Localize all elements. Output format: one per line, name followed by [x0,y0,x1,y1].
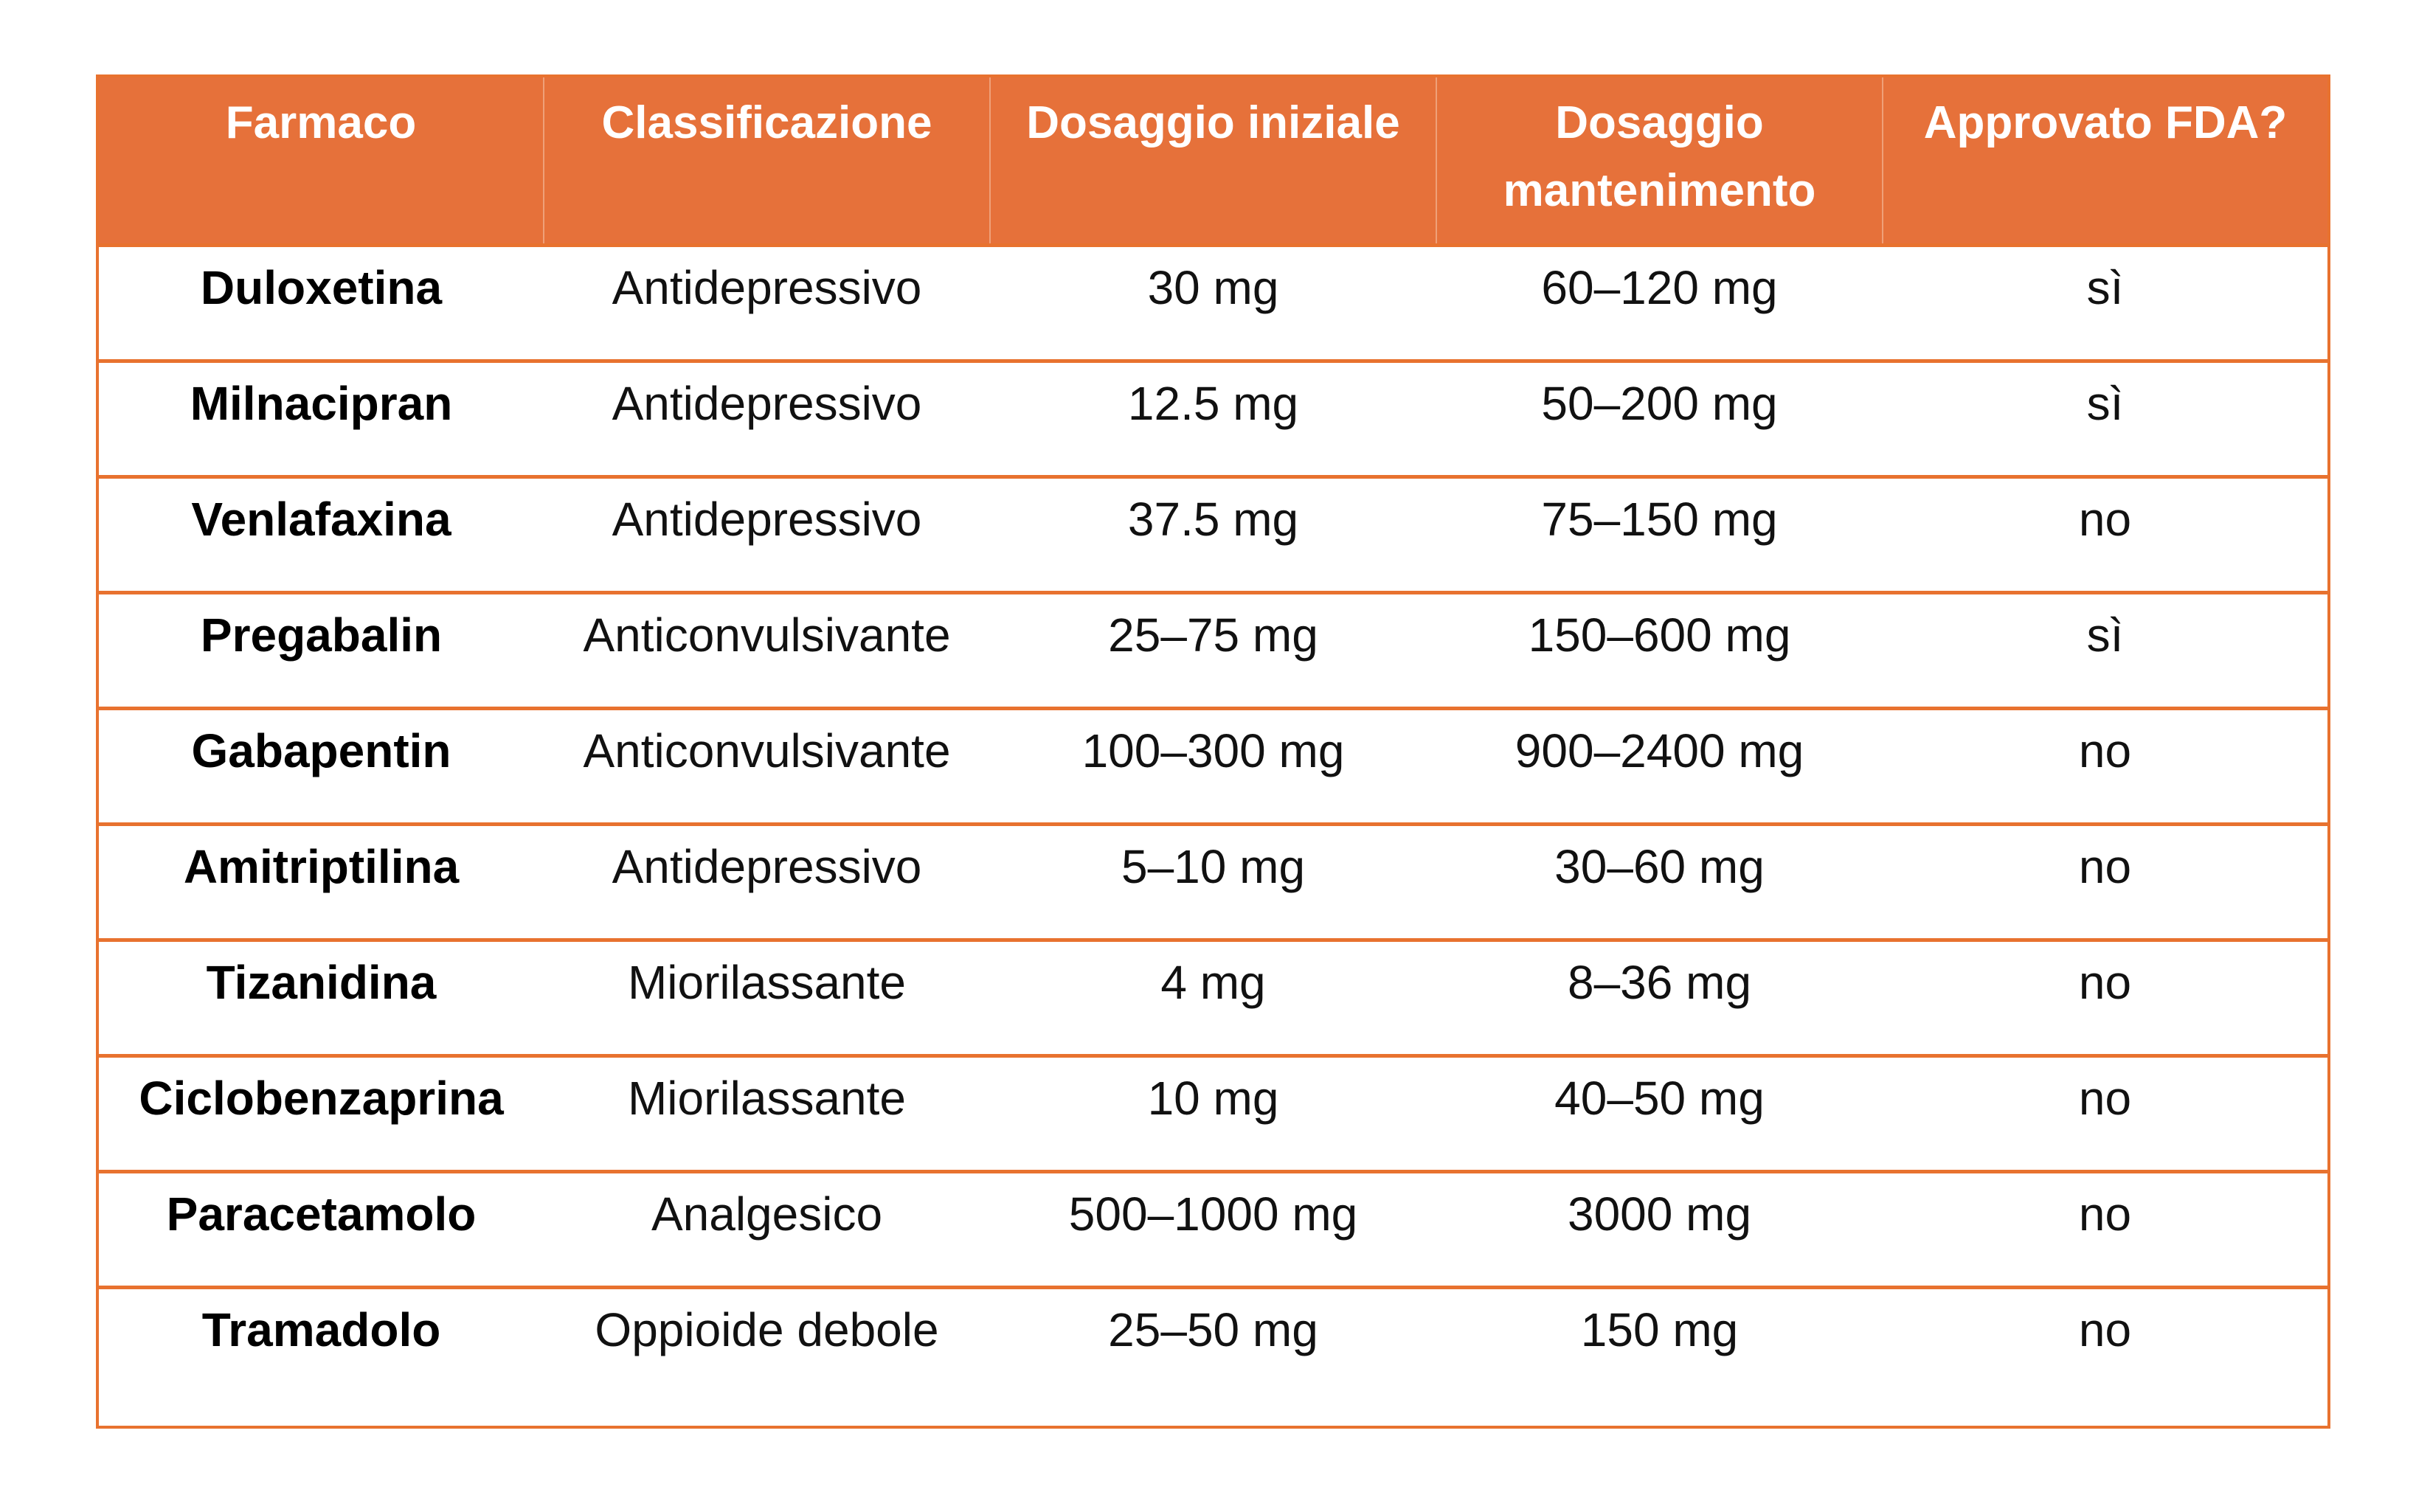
cell-maintenance: 50–200 mg [1541,376,1778,430]
table-row [97,1287,2329,1427]
drug-table [96,74,2330,1429]
cell-fda: sì [2086,376,2124,430]
cell-maintenance: 60–120 mg [1541,260,1778,314]
cell-initial: 12.5 mg [1127,376,1299,430]
cell-initial: 100–300 mg [1081,724,1345,777]
cell-name: Ciclobenzaprina [139,1071,504,1125]
cell-fda: no [2078,955,2132,1009]
cell-initial: 37.5 mg [1127,492,1299,546]
cell-fda: no [2078,839,2132,893]
table-row [97,708,2329,824]
cell-initial: 4 mg [1160,955,1266,1009]
cell-classification: Analgesico [651,1187,883,1241]
column-header-classificazione: Classificazione [544,76,990,245]
cell-name: Amitriptilina [183,839,460,893]
table-row [97,361,2329,476]
cell-name: Tramadolo [201,1303,441,1356]
cell-fda: no [2078,1187,2132,1241]
cell-classification: Antidepressivo [612,492,922,546]
cell-name: Duloxetina [200,260,443,314]
cell-classification: Miorilassante [627,1071,907,1125]
cell-name: Venlafaxina [191,492,451,546]
cell-fda: no [2078,1071,2132,1125]
cell-name: Milnacipran [190,376,453,430]
table-body [97,245,2329,1427]
cell-maintenance: 30–60 mg [1554,839,1765,893]
cell-name: Paracetamolo [166,1187,477,1241]
cell-fda: no [2078,1303,2132,1356]
table-row [97,245,2329,361]
cell-maintenance: 150 mg [1580,1303,1739,1356]
cell-initial: 25–75 mg [1108,608,1318,662]
table-row [97,476,2329,592]
cell-initial: 10 mg [1147,1071,1279,1125]
cell-maintenance: 150–600 mg [1528,608,1791,662]
column-header-dosaggio-iniziale: Dosaggio iniziale [990,76,1436,245]
table-row [97,592,2329,708]
cell-fda: no [2078,492,2132,546]
cell-classification: Oppioide debole [595,1303,939,1356]
cell-classification: Anticonvulsivante [583,724,951,777]
cell-maintenance: 8–36 mg [1567,955,1752,1009]
cell-classification: Antidepressivo [612,376,922,430]
column-header-dosaggio-mantenimento: Dosaggio mantenimento [1436,76,1883,245]
cell-maintenance: 900–2400 mg [1515,724,1804,777]
table-row [97,1171,2329,1287]
column-header-farmaco: Farmaco [97,76,544,245]
column-header-approvato-fda: Approvato FDA? [1883,76,2329,245]
table-row [97,1055,2329,1171]
cell-classification: Miorilassante [627,955,907,1009]
table-row [97,940,2329,1055]
cell-name: Pregabalin [200,608,443,662]
cell-initial: 25–50 mg [1108,1303,1318,1356]
cell-initial: 5–10 mg [1121,839,1306,893]
cell-fda: sì [2086,260,2124,314]
cell-fda: no [2078,724,2132,777]
cell-classification: Antidepressivo [612,260,922,314]
cell-name: Gabapentin [191,724,451,777]
cell-classification: Antidepressivo [612,839,922,893]
cell-name: Tizanidina [206,955,437,1009]
cell-maintenance: 40–50 mg [1554,1071,1765,1125]
table-row [97,824,2329,940]
drug-table-container [96,74,2330,1423]
cell-initial: 30 mg [1147,260,1279,314]
cell-maintenance: 3000 mg [1567,1187,1752,1241]
cell-maintenance: 75–150 mg [1541,492,1778,546]
header-row [97,76,2329,245]
cell-fda: sì [2086,608,2124,662]
cell-classification: Anticonvulsivante [583,608,951,662]
cell-initial: 500–1000 mg [1068,1187,1358,1241]
